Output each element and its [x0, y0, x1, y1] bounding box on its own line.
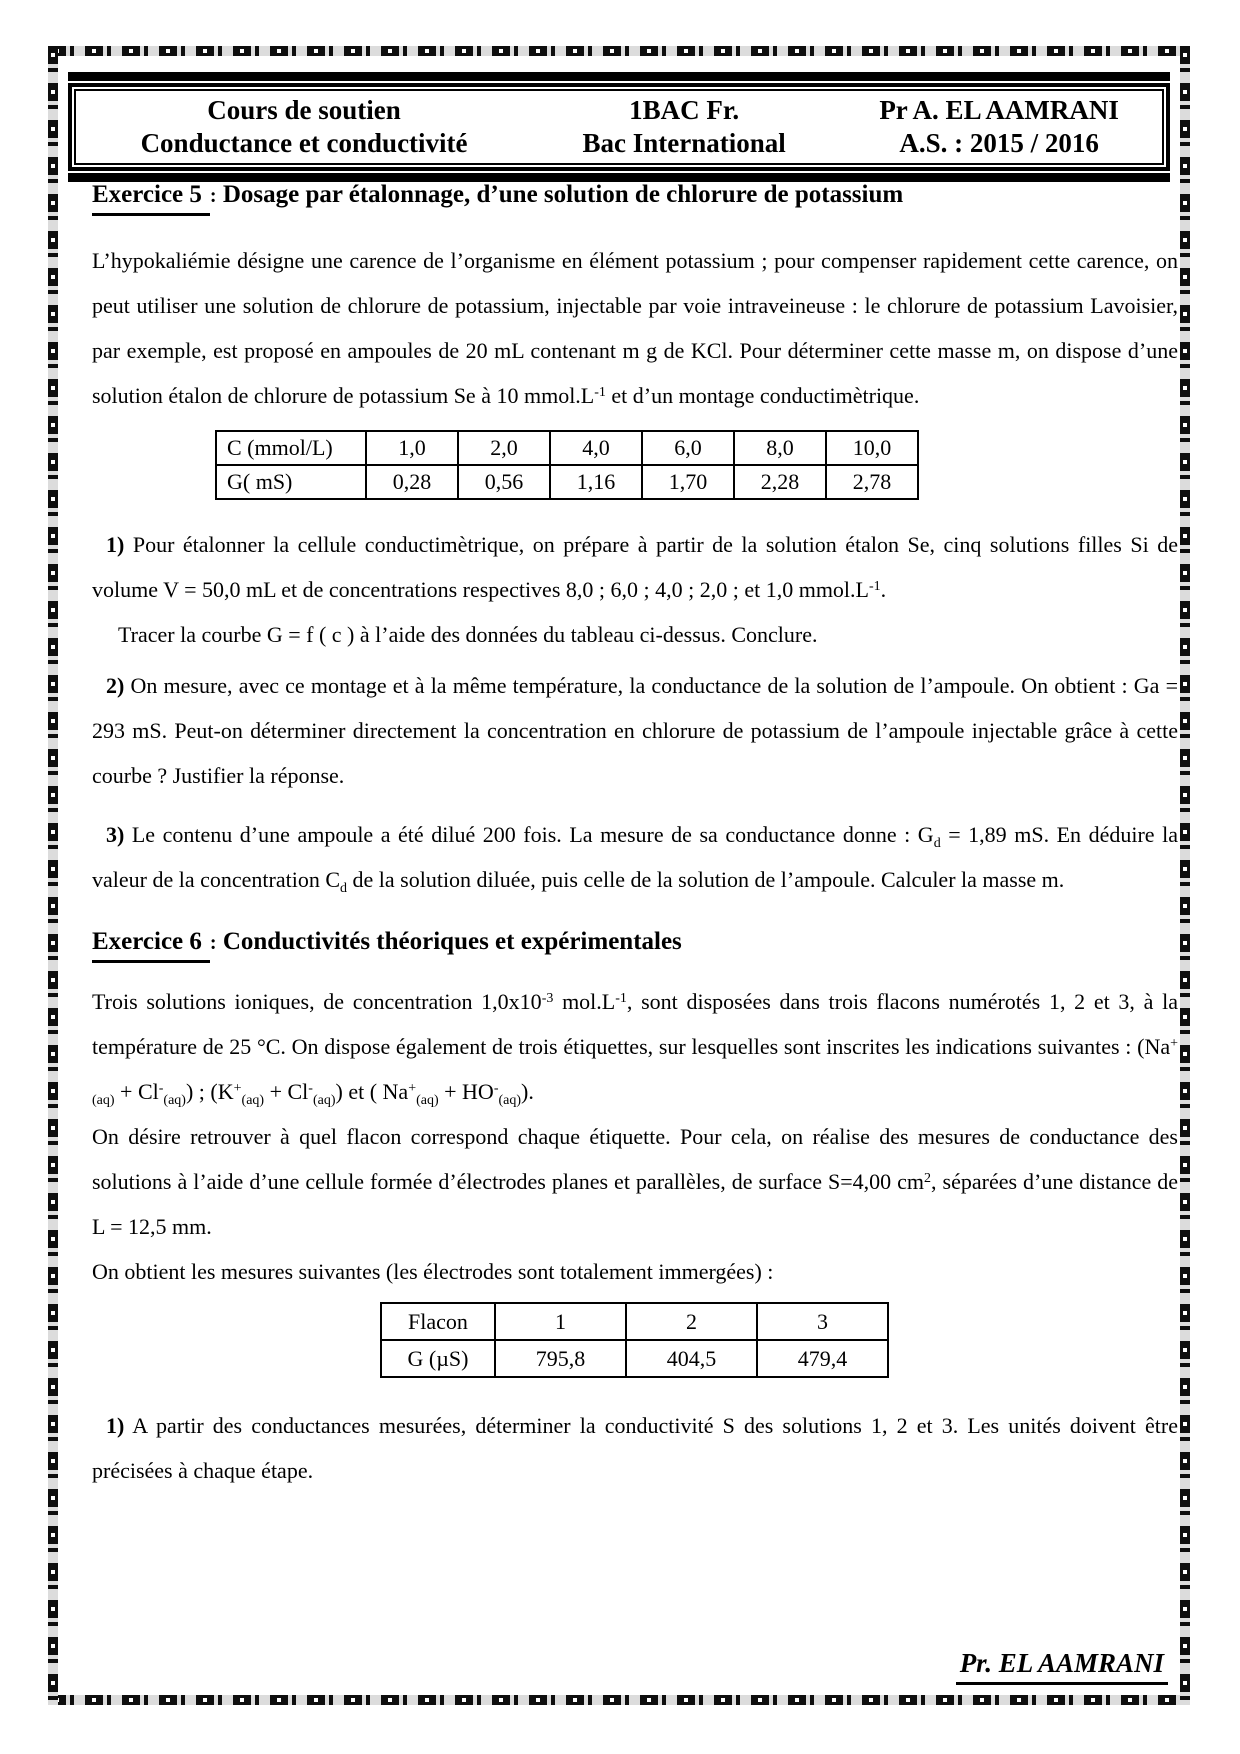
table-cell: 1 — [495, 1303, 626, 1340]
table-cell: 795,8 — [495, 1340, 626, 1377]
exercise5-title: Dosage par étalonnage, d’une solution de chlorure de potassium — [216, 181, 904, 208]
measurements-table — [380, 1302, 889, 1378]
school-year: A.S. : 2015 / 2016 — [899, 128, 1099, 158]
table-cell: 2 — [626, 1303, 757, 1340]
document-header — [68, 72, 1170, 182]
table-cell: 8,0 — [734, 431, 826, 465]
table-cell: 6,0 — [642, 431, 734, 465]
course-type: Cours de soutien — [207, 95, 401, 125]
header-box-inner — [74, 89, 1164, 165]
document-footer — [0, 1648, 1168, 1685]
exercise5-heading — [92, 180, 1178, 216]
exercise5-question3: 3) Le contenu d’une ampoule a été dilué 200 fois. La mesure de sa conductance donne : $G_d = 1,89$ mS. En déduire la valeur de la concentration $C_d$ de la solution diluée, puis celle de la solution de l’ampoule. Calculer la masse m. — [92, 822, 1178, 896]
table-cell: 4,0 — [550, 431, 642, 465]
exercise5-label: Exercice 5 — [92, 180, 210, 216]
signature: Pr. EL AAMRANI — [956, 1648, 1168, 1685]
exercise5-question2: 2) On mesure, avec ce montage et à la même température, la conductance de la solution de l’ampoule. On obtient : Ga = 293 mS. Peut-on déterminer directement la concentration en chlorure de potassium de l’ampoule injectable grâce à cette courbe ? Justifier la réponse. — [92, 673, 1178, 788]
table-cell: G (µS) — [381, 1340, 495, 1377]
measurements-table-row-conductance — [381, 1340, 888, 1377]
course-topic: Conductance et conductivité — [140, 128, 468, 158]
table-cell: 3 — [757, 1303, 888, 1340]
header-cell-course — [76, 94, 532, 160]
exercise6-setup-paragraph: On désire retrouver à quel flacon correspond chaque étiquette. Pour cela, on réalise des mesures de conductance des solutions à l’aide d’une cellule formée d’électrodes planes et parallèles, de surface S=4,00 $cm^2$, séparées d’une distance de L = 12,5 mm. — [92, 1124, 1178, 1239]
exercise6-intro-paragraph: Trois solutions ioniques, de concentration $1,0x10^{-3}$ $mol.L^{-1}$, sont disposées dans trois flacons numérotés 1, 2 et 3, à la température de 25 °C. On dispose également de trois étiquettes, sur lesquelles sont inscrites les indications suivantes : $(Na^+_{(aq)} + Cl^-_{(aq)})$ ; $(K^+_{(aq)} + Cl^-_{(aq)})$ et ( $Na^+_{(aq)} + HO^-_{(aq)}$). — [92, 989, 1178, 1108]
calibration-table-row-conductance — [216, 465, 918, 499]
calibration-table — [215, 430, 919, 500]
table-cell: 0,56 — [458, 465, 550, 499]
measurements-table-row-flask — [381, 1303, 888, 1340]
table-cell: 2,28 — [734, 465, 826, 499]
exercise6-question1: 1) A partir des conductances mesurées, déterminer la conductivité S des solutions 1, 2 et 3. Les unités doivent être précisées à chaque étape. — [92, 1413, 1178, 1483]
exercise5-separator: : — [209, 185, 217, 207]
teacher-name: Pr A. EL AAMRANI — [879, 95, 1119, 125]
class-level: 1BAC Fr. — [629, 95, 740, 125]
exercise5-question1: 1) Pour étalonner la cellule conductimètrique, on prépare à partir de la solution étalon Se, cinq solutions filles Si de volume V = 50,0 mL et de concentrations respectives 8,0 ; 6,0 ; 4,0 ; 2,0 ; et 1,0 $mmol.L^{-1}$. — [92, 532, 1178, 602]
table-cell: 479,4 — [757, 1340, 888, 1377]
exercise6-separator: : — [209, 932, 217, 954]
table-cell: C (mmol/L) — [216, 431, 366, 465]
decorative-border-bottom — [48, 1695, 1190, 1705]
table-cell: 0,28 — [366, 465, 458, 499]
program-name: Bac International — [582, 128, 786, 158]
table-cell: 1,16 — [550, 465, 642, 499]
exercise6-title: Conductivités théoriques et expérimentales — [216, 928, 682, 955]
decorative-border-left — [48, 46, 58, 1705]
decorative-border-right — [1180, 46, 1190, 1705]
table-cell: 404,5 — [626, 1340, 757, 1377]
exercise5-intro-paragraph: L’hypokaliémie désigne une carence de l’organisme en élément potassium ; pour compenser rapidement cette carence, on peut utiliser une solution de chlorure de potassium, injectable par voie intraveineuse : le chlorure de potassium Lavoisier, par exemple, est proposé en ampoules de 20 mL contenant m g de KCl. Pour déterminer cette masse m, on dispose d’une solution étalon de chlorure de potassium Se à 10 $mmol.L^{-1}$ et d’un montage conductimètrique. — [92, 248, 1178, 408]
table-cell: 1,70 — [642, 465, 734, 499]
exercise6-heading — [92, 927, 1178, 963]
exercise6-measures-lead: On obtient les mesures suivantes (les électrodes sont totalement immergées) : — [92, 1259, 774, 1284]
table-cell: 10,0 — [826, 431, 918, 465]
table-cell: 2,0 — [458, 431, 550, 465]
header-cell-teacher — [836, 94, 1162, 160]
header-cell-level — [532, 94, 836, 160]
header-top-bar — [68, 72, 1170, 81]
exercise5-question1-instruction: Tracer la courbe G = f ( c ) à l’aide des données du tableau ci-dessus. Conclure. — [118, 622, 818, 647]
table-cell: 2,78 — [826, 465, 918, 499]
header-box — [68, 83, 1170, 171]
decorative-border-top — [48, 46, 1190, 56]
calibration-table-row-concentration — [216, 431, 918, 465]
table-cell: G( mS) — [216, 465, 366, 499]
document-body — [92, 170, 1178, 1493]
table-cell: 1,0 — [366, 431, 458, 465]
table-cell: Flacon — [381, 1303, 495, 1340]
exercise6-label: Exercice 6 — [92, 927, 210, 963]
